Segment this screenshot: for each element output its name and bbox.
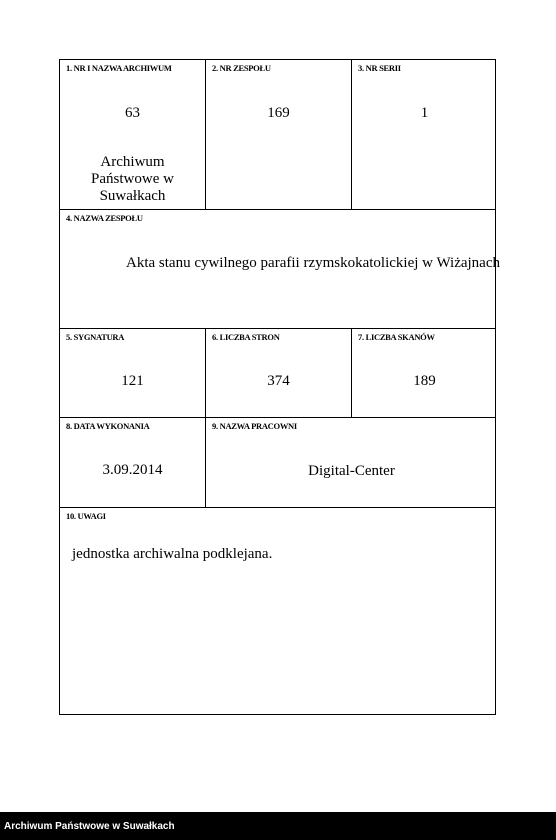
pages-value: 374 — [267, 373, 290, 389]
notes-label: 10. UWAGI — [66, 511, 106, 521]
footer-bar — [0, 812, 556, 840]
studio-label: 9. NAZWA PRACOWNI — [212, 421, 297, 431]
cell-date — [60, 418, 206, 507]
cell-series-no — [352, 60, 497, 209]
archive-name-line-3: Suwałkach — [99, 188, 166, 204]
cell-studio — [206, 418, 497, 507]
signature-label: 5. SYGNATURA — [66, 332, 125, 342]
fonds-name-value: Akta stanu cywilnego parafii rzymskokatolickiej w Wiżajnach — [126, 255, 500, 271]
series-no-label: 3. NR SERII — [358, 63, 401, 73]
archive-name-line-1: Archiwum — [100, 154, 165, 170]
footer-text: Archiwum Państwowe w Suwałkach — [4, 821, 175, 832]
row-fonds-name — [60, 210, 500, 329]
archive-label: 1. NR I NAZWA ARCHIWUM — [66, 63, 172, 73]
archive-number: 63 — [125, 105, 140, 121]
metadata-card — [59, 59, 500, 715]
row-counts — [60, 329, 495, 418]
cell-pages — [206, 329, 352, 417]
pages-label: 6. LICZBA STRON — [212, 332, 280, 342]
notes-value: jednostka archiwalna podklejana. — [72, 546, 273, 562]
fonds-no-value: 169 — [267, 105, 290, 121]
studio-value: Digital-Center — [308, 463, 395, 479]
signature-value: 121 — [121, 373, 144, 389]
fonds-name-label: 4. NAZWA ZESPOŁU — [66, 213, 143, 223]
cell-scans — [352, 329, 497, 417]
archive-name-line-2: Państwowe w — [91, 171, 174, 187]
cell-fonds-no — [206, 60, 352, 209]
scans-label: 7. LICZBA SKANÓW — [358, 332, 435, 342]
cell-archive — [60, 60, 206, 209]
fonds-no-label: 2. NR ZESPOŁU — [212, 63, 271, 73]
row-archive — [60, 60, 495, 210]
series-no-value: 1 — [420, 105, 429, 121]
date-value: 3.09.2014 — [102, 462, 163, 478]
cell-signature — [60, 329, 206, 417]
row-notes — [60, 508, 495, 714]
date-label: 8. DATA WYKONANIA — [66, 421, 150, 431]
row-date-studio — [60, 418, 495, 508]
scans-value: 189 — [413, 373, 436, 389]
